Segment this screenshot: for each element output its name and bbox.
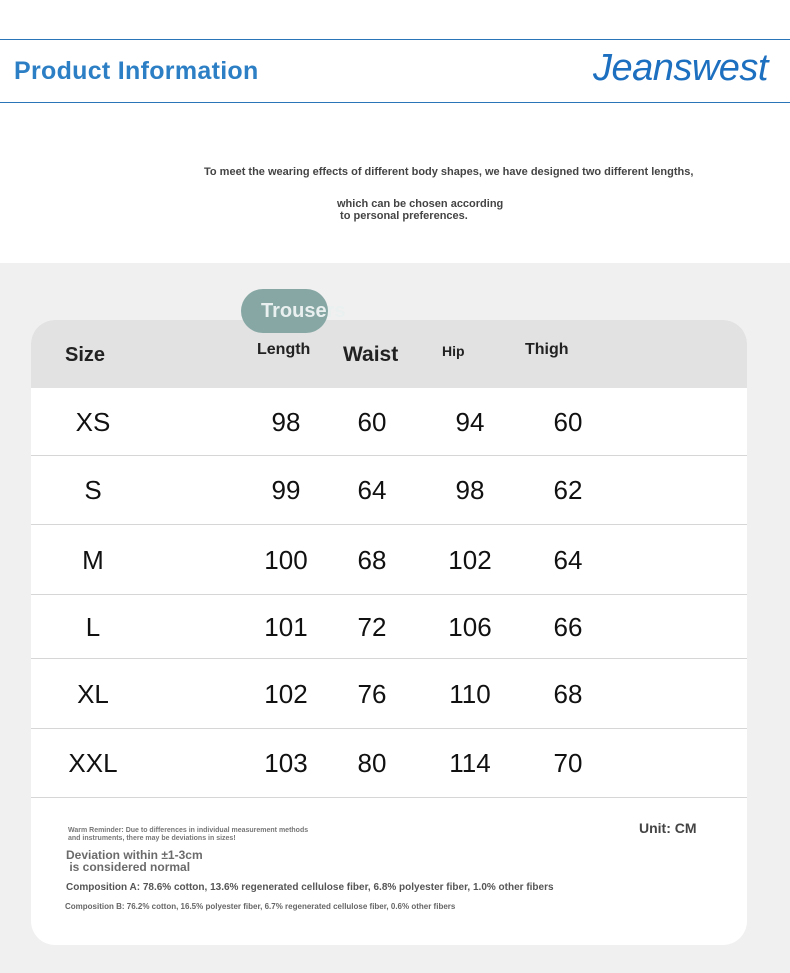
cell-size: XL (77, 679, 109, 709)
composition-b: Composition B: 76.2% cotton, 16.5% polyester fiber, 6.7% regenerated cellulose fiber, 0.6% other fibers (65, 902, 456, 911)
cell-thigh: 64 (553, 545, 583, 575)
cell-hip: 110 (449, 679, 491, 709)
cell-length: 100 (264, 545, 308, 575)
cell-length: 102 (264, 679, 308, 709)
cell-hip: 94 (455, 407, 485, 437)
cell-hip: 98 (455, 475, 485, 505)
cell-size: XS (75, 407, 111, 437)
header-bar (0, 39, 790, 103)
cell-thigh: 66 (553, 612, 583, 642)
page-title: Product Information (14, 57, 259, 85)
header-size: Size (65, 344, 106, 366)
intro-line-2: which can be chosen according to personal preferences. (337, 198, 504, 222)
cell-length: 98 (271, 407, 301, 437)
size-chart-card (31, 320, 747, 945)
cell-waist: 64 (357, 475, 387, 505)
cell-waist: 76 (357, 679, 387, 709)
intro-line-1: To meet the wearing effects of different body shapes, we have designed two different lengths, (204, 166, 694, 178)
cell-thigh: 70 (553, 748, 583, 778)
cell-size: M (82, 545, 104, 575)
table-row (31, 729, 747, 798)
cell-length: 103 (264, 748, 308, 778)
header-hip: Hip (442, 343, 465, 359)
header-thigh: Thigh (525, 341, 569, 358)
cell-length: 101 (264, 612, 308, 642)
table-row (31, 659, 747, 729)
cell-thigh: 62 (553, 475, 583, 505)
cell-waist: 80 (357, 748, 387, 778)
composition-a: Composition A: 78.6% cotton, 13.6% regenerated cellulose fiber, 6.8% polyester fiber, 1.0% other fibers (66, 882, 554, 893)
brand-logo: Jeanswest (592, 47, 768, 89)
cell-length: 99 (271, 475, 301, 505)
table-row (31, 456, 747, 525)
deviation-note: Deviation within ±1-3cm is considered normal (66, 848, 203, 874)
trousers-label: Trousers (261, 300, 346, 322)
header-length: Length (257, 341, 311, 358)
cell-waist: 72 (357, 612, 387, 642)
cell-hip: 114 (449, 748, 491, 778)
size-table-header (31, 320, 747, 388)
cell-thigh: 60 (553, 407, 583, 437)
cell-size: XXL (68, 748, 118, 778)
cell-size: S (84, 475, 102, 505)
cell-hip: 102 (448, 545, 492, 575)
cell-waist: 60 (357, 407, 387, 437)
unit-label: Unit: CM (639, 820, 697, 836)
cell-waist: 68 (357, 545, 387, 575)
table-row (31, 388, 747, 456)
cell-hip: 106 (448, 612, 492, 642)
cell-size: L (85, 612, 101, 642)
header-waist: Waist (343, 343, 399, 366)
table-row (31, 595, 747, 659)
warm-reminder: Warm Reminder: Due to differences in individual measurement methods and instruments, there may be deviations in sizes! (68, 827, 309, 842)
table-row (31, 525, 747, 595)
cell-thigh: 68 (553, 679, 583, 709)
